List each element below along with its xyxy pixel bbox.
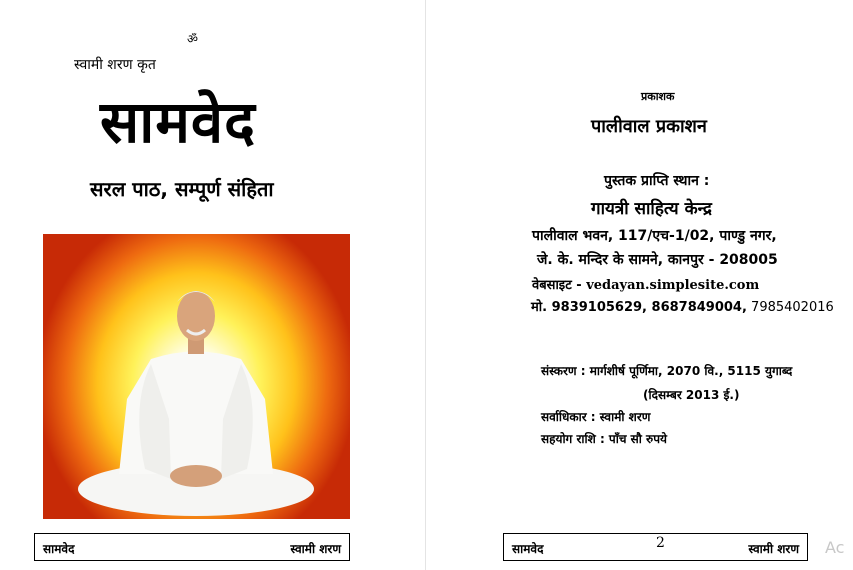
left-page-footer: [34, 533, 350, 561]
price-line: सहयोग राशि : पाँच सौ रुपये: [541, 432, 667, 446]
publisher-label: प्रकाशक: [641, 90, 675, 103]
footer-book-name: सामवेद: [43, 542, 75, 556]
footer-author-name: स्वामी शरण: [290, 542, 341, 556]
website-url[interactable]: vedayan.simplesite.com: [586, 278, 760, 293]
om-symbol: ॐ: [187, 32, 198, 46]
author-credit: स्वामी शरण कृत: [74, 57, 156, 73]
edition-info: संस्करण : मार्गशीर्ष पूर्णिमा, 2070 वि., 5115 युगाब्द: [541, 364, 793, 378]
seated-figure-illustration: [43, 234, 350, 519]
activation-watermark: Ac: [825, 538, 845, 557]
website-label: वेबसाइट -: [532, 278, 587, 293]
availability-name: गायत्री साहित्य केन्द्र: [591, 199, 712, 219]
author-photo: [43, 234, 350, 519]
book-title: सामवेद: [100, 88, 256, 156]
phone-numbers-bold: मो. 9839105629, 8687849004,: [531, 300, 747, 315]
website-line: [532, 275, 759, 293]
phone-line: [531, 297, 834, 315]
address-line-2: जे. के. मन्दिर के सामने, कानपुर - 208005: [537, 252, 778, 268]
publisher-name: पालीवाल प्रकाशन: [591, 116, 707, 137]
page-number: 2: [656, 535, 665, 551]
address-line-1: पालीवाल भवन, 117/एच-1/02, पाण्डु नगर,: [532, 228, 777, 244]
availability-label: पुस्तक प्राप्ति स्थान :: [604, 173, 710, 189]
edition-date: (दिसम्बर 2013 ई.): [643, 388, 740, 402]
footer-author-name: स्वामी शरण: [748, 542, 799, 556]
book-subtitle: सरल पाठ, सम्पूर्ण संहिता: [90, 177, 274, 201]
figure-hands: [170, 465, 222, 487]
footer-book-name: सामवेद: [512, 542, 544, 556]
phone-number-plain: 7985402016: [746, 300, 834, 315]
copyright-line: सर्वाधिकार : स्वामी शरण: [541, 410, 651, 424]
